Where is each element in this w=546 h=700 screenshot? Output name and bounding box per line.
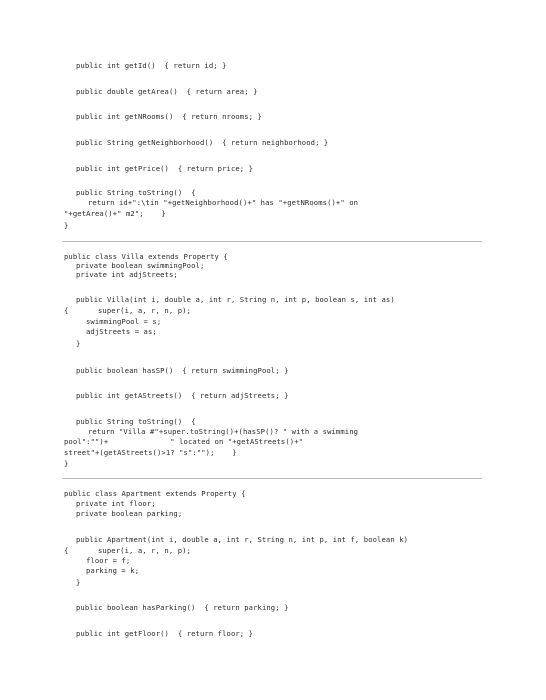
code-line: return "Villa #"+super.toString()+(hasSP()? " with a swimming: [88, 427, 359, 436]
code-line: super(i, a, r, n, p);: [98, 306, 191, 315]
code-line: "+getArea()+" m2"; }: [64, 209, 166, 218]
section-divider: [62, 478, 482, 479]
closing-brace: }: [64, 459, 69, 468]
code-line: floor = f;: [86, 556, 131, 565]
closing-brace: }: [64, 221, 69, 230]
code-line: super(i, a, r, n, p);: [98, 546, 191, 555]
code-line: public String toString() {: [76, 188, 196, 197]
closing-brace: }: [76, 578, 81, 587]
code-line: public Apartment(int i, double a, int r, String n, int p, int f, boolean k): [76, 535, 409, 544]
code-line: public int getPrice() { return price; }: [76, 164, 254, 173]
code-line: pool":"")+ " located on "+getAStreets()+": [64, 437, 304, 446]
code-line: street"+(getAStreets()>1? "s":""); }: [64, 448, 237, 457]
code-line: public int getAStreets() { return adjStreets; }: [76, 391, 289, 400]
class-declaration: public class Villa extends Property {: [64, 252, 228, 261]
code-line: parking = k;: [86, 566, 140, 575]
code-line: public int getNRooms() { return nrooms; }: [76, 112, 262, 121]
code-line: private int floor;: [76, 499, 156, 508]
code-line: {: [64, 546, 69, 555]
code-line: public double getArea() { return area; }: [76, 87, 258, 96]
code-line: public boolean hasParking() { return parking; }: [76, 603, 289, 612]
code-line: public Villa(int i, double a, int r, String n, int p, boolean s, int as): [76, 295, 395, 304]
class-declaration: public class Apartment extends Property {: [64, 489, 246, 498]
code-line: private boolean parking;: [76, 509, 183, 518]
code-line: adjStreets = as;: [86, 327, 157, 336]
code-line: public boolean hasSP() { return swimmingPool; }: [76, 366, 289, 375]
code-line: public int getId() { return id; }: [76, 61, 227, 70]
code-line: {: [64, 306, 69, 315]
code-line: private int adjStreets;: [76, 270, 178, 279]
code-line: swimmingPool = s;: [86, 317, 162, 326]
code-line: public String getNeighborhood() { return neighborhood; }: [76, 138, 329, 147]
code-line: public int getFloor() { return floor; }: [76, 629, 254, 638]
section-divider: [62, 241, 482, 242]
code-line: return id+":\tin "+getNeighborhood()+" has "+getNRooms()+" on: [88, 198, 359, 207]
code-line: private boolean swimmingPool;: [76, 261, 205, 270]
code-line: public String toString() {: [76, 417, 196, 426]
closing-brace: }: [76, 339, 81, 348]
